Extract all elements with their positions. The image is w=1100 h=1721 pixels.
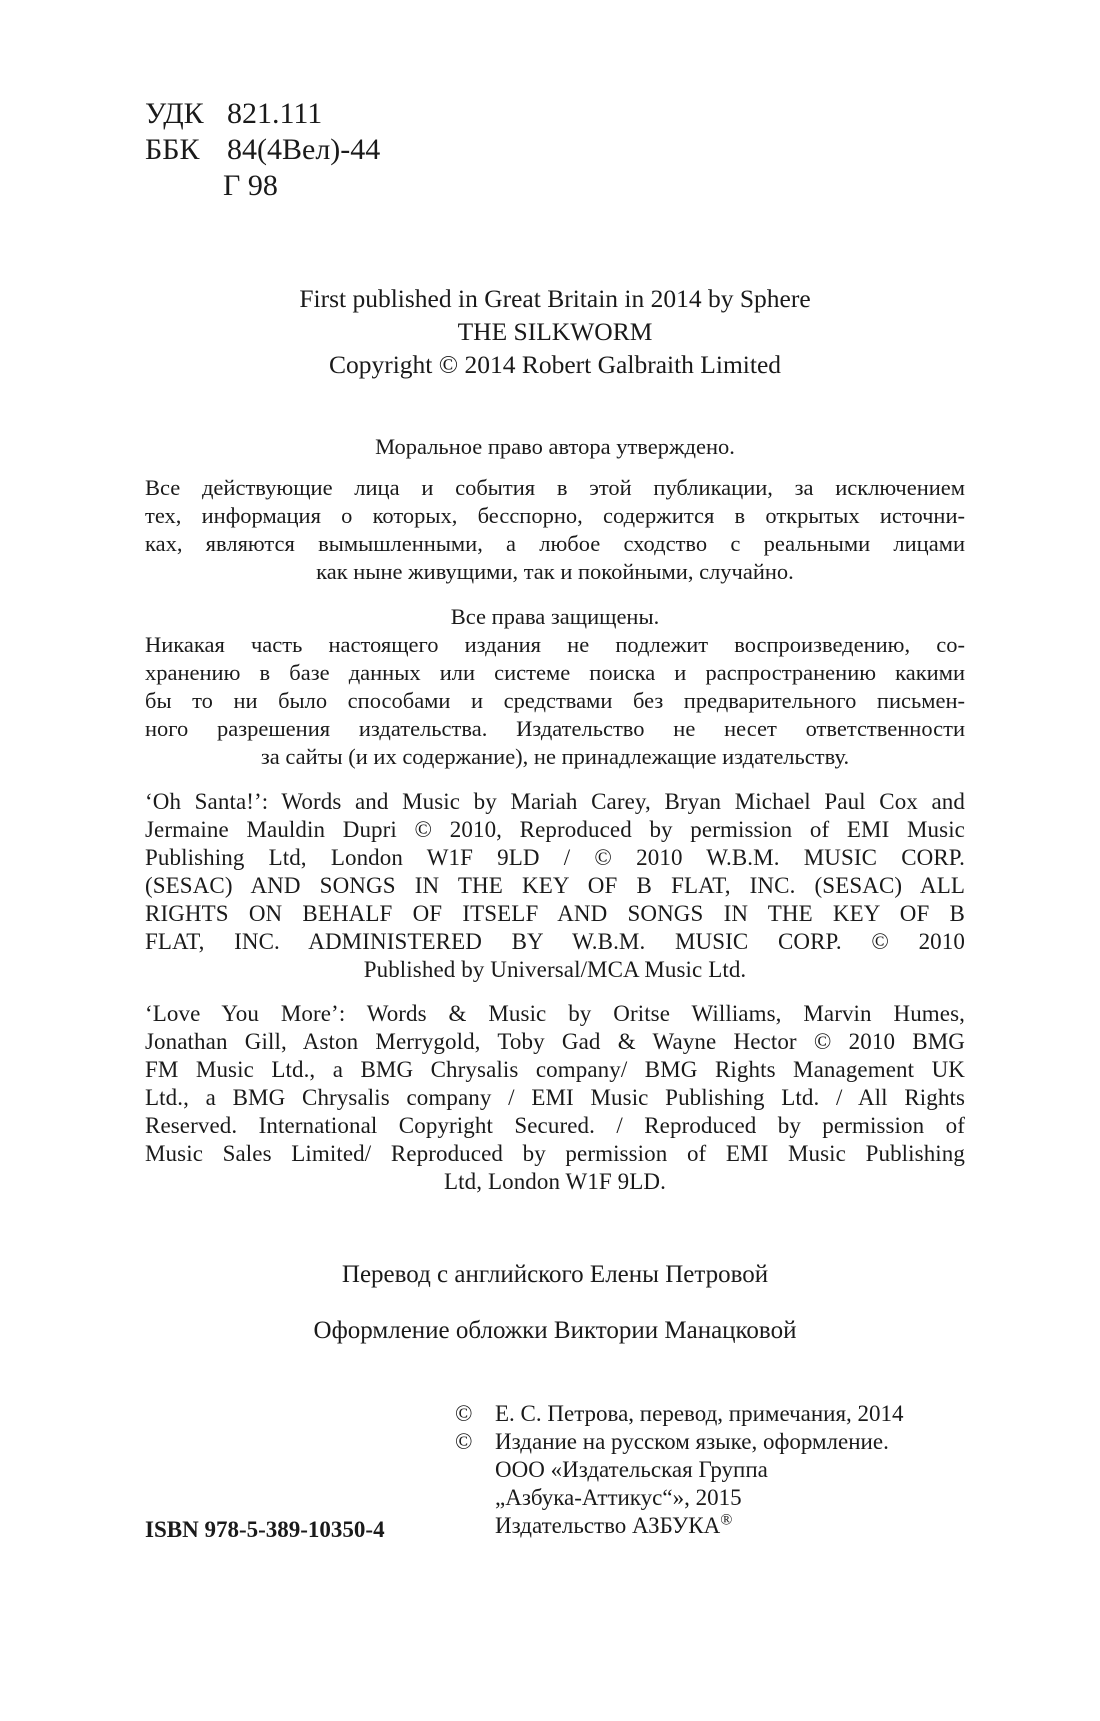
copyright-notices	[455, 1400, 904, 1540]
song-credit-oh-santa	[145, 788, 965, 984]
translator-credit: Перевод с английского Елены Петровой	[341, 1261, 769, 1288]
song-credit-love-you-more	[145, 1000, 965, 1196]
edition-copyright-line: Издание на русском языке, оформление.	[495, 1429, 889, 1454]
bbk-value: 84(4Вел)-44	[227, 133, 381, 166]
registered-mark: ®	[720, 1511, 733, 1529]
disclaimer-line: тех, информация о которых, бесспорно, содержится в открытых источни-	[145, 503, 965, 528]
song-credit-line: ‘Love You More’: Words & Music by Oritse Williams, Marvin Humes,	[145, 1001, 965, 1026]
rights-line: Никакая часть настоящего издания не подлежит воспроизведению, со-	[145, 632, 965, 657]
rights-line: за сайты (и их содержание), не принадлежащие издательству.	[260, 744, 850, 769]
edition-copyright-line: ООО «Издательская Группа	[495, 1457, 768, 1482]
rights-line: ного разрешения издательства. Издательство не несет ответственности	[145, 716, 965, 741]
song-credit-line: FLAT, INC. ADMINISTERED BY W.B.M. MUSIC CORP. © 2010	[145, 929, 965, 954]
copyright-symbol: ©	[455, 1429, 473, 1454]
rights-title: Все права защищены.	[450, 604, 660, 629]
classification-block	[145, 96, 380, 204]
bbk-label: ББК	[145, 133, 200, 166]
author-mark: Г 98	[223, 169, 278, 202]
song-credit-line: Jermaine Mauldin Dupri © 2010, Reproduced by permission of EMI Music	[145, 817, 965, 842]
udk-label: УДК	[145, 97, 204, 130]
publisher-name: Издательство АЗБУКА	[495, 1513, 721, 1538]
disclaimer-line: как ныне живущими, так и покойными, случайно.	[316, 559, 794, 584]
song-credit-line: ‘Oh Santa!’: Words and Music by Mariah Carey, Bryan Michael Paul Cox and	[145, 789, 965, 814]
disclaimer-line: ках, являются вымышленными, а любое сходство с реальными лицами	[145, 531, 965, 556]
udk-value: 821.111	[227, 97, 323, 130]
song-credit-line: RIGHTS ON BEHALF OF ITSELF AND SONGS IN THE KEY OF B	[145, 901, 965, 926]
original-publication	[145, 282, 965, 381]
edition-copyright-line: „Азбука-Аттикус“», 2015	[495, 1485, 742, 1510]
song-credit-line: Publishing Ltd, London W1F 9LD / © 2010 W.B.M. MUSIC CORP.	[145, 845, 965, 870]
rights-line: хранению в базе данных или системе поиска и распространению какими	[145, 660, 965, 685]
fiction-disclaimer	[145, 474, 965, 586]
song-credit-line: Music Sales Limited/ Reproduced by permission of EMI Music Publishing	[145, 1141, 965, 1166]
song-credit-line: Jonathan Gill, Aston Merrygold, Toby Gad & Wayne Hector © 2010 BMG	[145, 1029, 965, 1054]
original-title: THE SILKWORM	[457, 317, 653, 346]
rights-line: бы то ни было способами и средствами без предварительного письмен-	[145, 688, 965, 713]
publisher-line	[455, 1512, 904, 1540]
disclaimer-line: Все действующие лица и события в этой публикации, за исключением	[145, 475, 965, 500]
isbn: ISBN 978-5-389-10350-4	[145, 1517, 385, 1542]
song-credit-line: Reserved. International Copyright Secured. / Reproduced by permission of	[145, 1113, 965, 1138]
song-credit-line: Published by Universal/MCA Music Ltd.	[363, 957, 747, 982]
original-published-line: First published in Great Britain in 2014 by Sphere	[299, 284, 811, 313]
rights-text	[145, 631, 965, 771]
song-credit-line: Ltd., a BMG Chrysalis company / EMI Music Publishing Ltd. / All Rights	[145, 1085, 965, 1110]
original-copyright: Copyright © 2014 Robert Galbraith Limited	[328, 350, 782, 379]
song-credit-line: (SESAC) AND SONGS IN THE KEY OF B FLAT, INC. (SESAC) ALL	[145, 873, 965, 898]
moral-right: Моральное право автора утверждено.	[375, 434, 735, 459]
song-credit-line: FM Music Ltd., a BMG Chrysalis company/ BMG Rights Management UK	[145, 1057, 965, 1082]
copyright-symbol: ©	[455, 1401, 473, 1426]
song-credit-line: Ltd, London W1F 9LD.	[444, 1169, 666, 1194]
translation-copyright: Е. С. Петрова, перевод, примечания, 2014	[495, 1401, 904, 1426]
cover-designer-credit: Оформление обложки Виктории Манацковой	[313, 1317, 797, 1344]
